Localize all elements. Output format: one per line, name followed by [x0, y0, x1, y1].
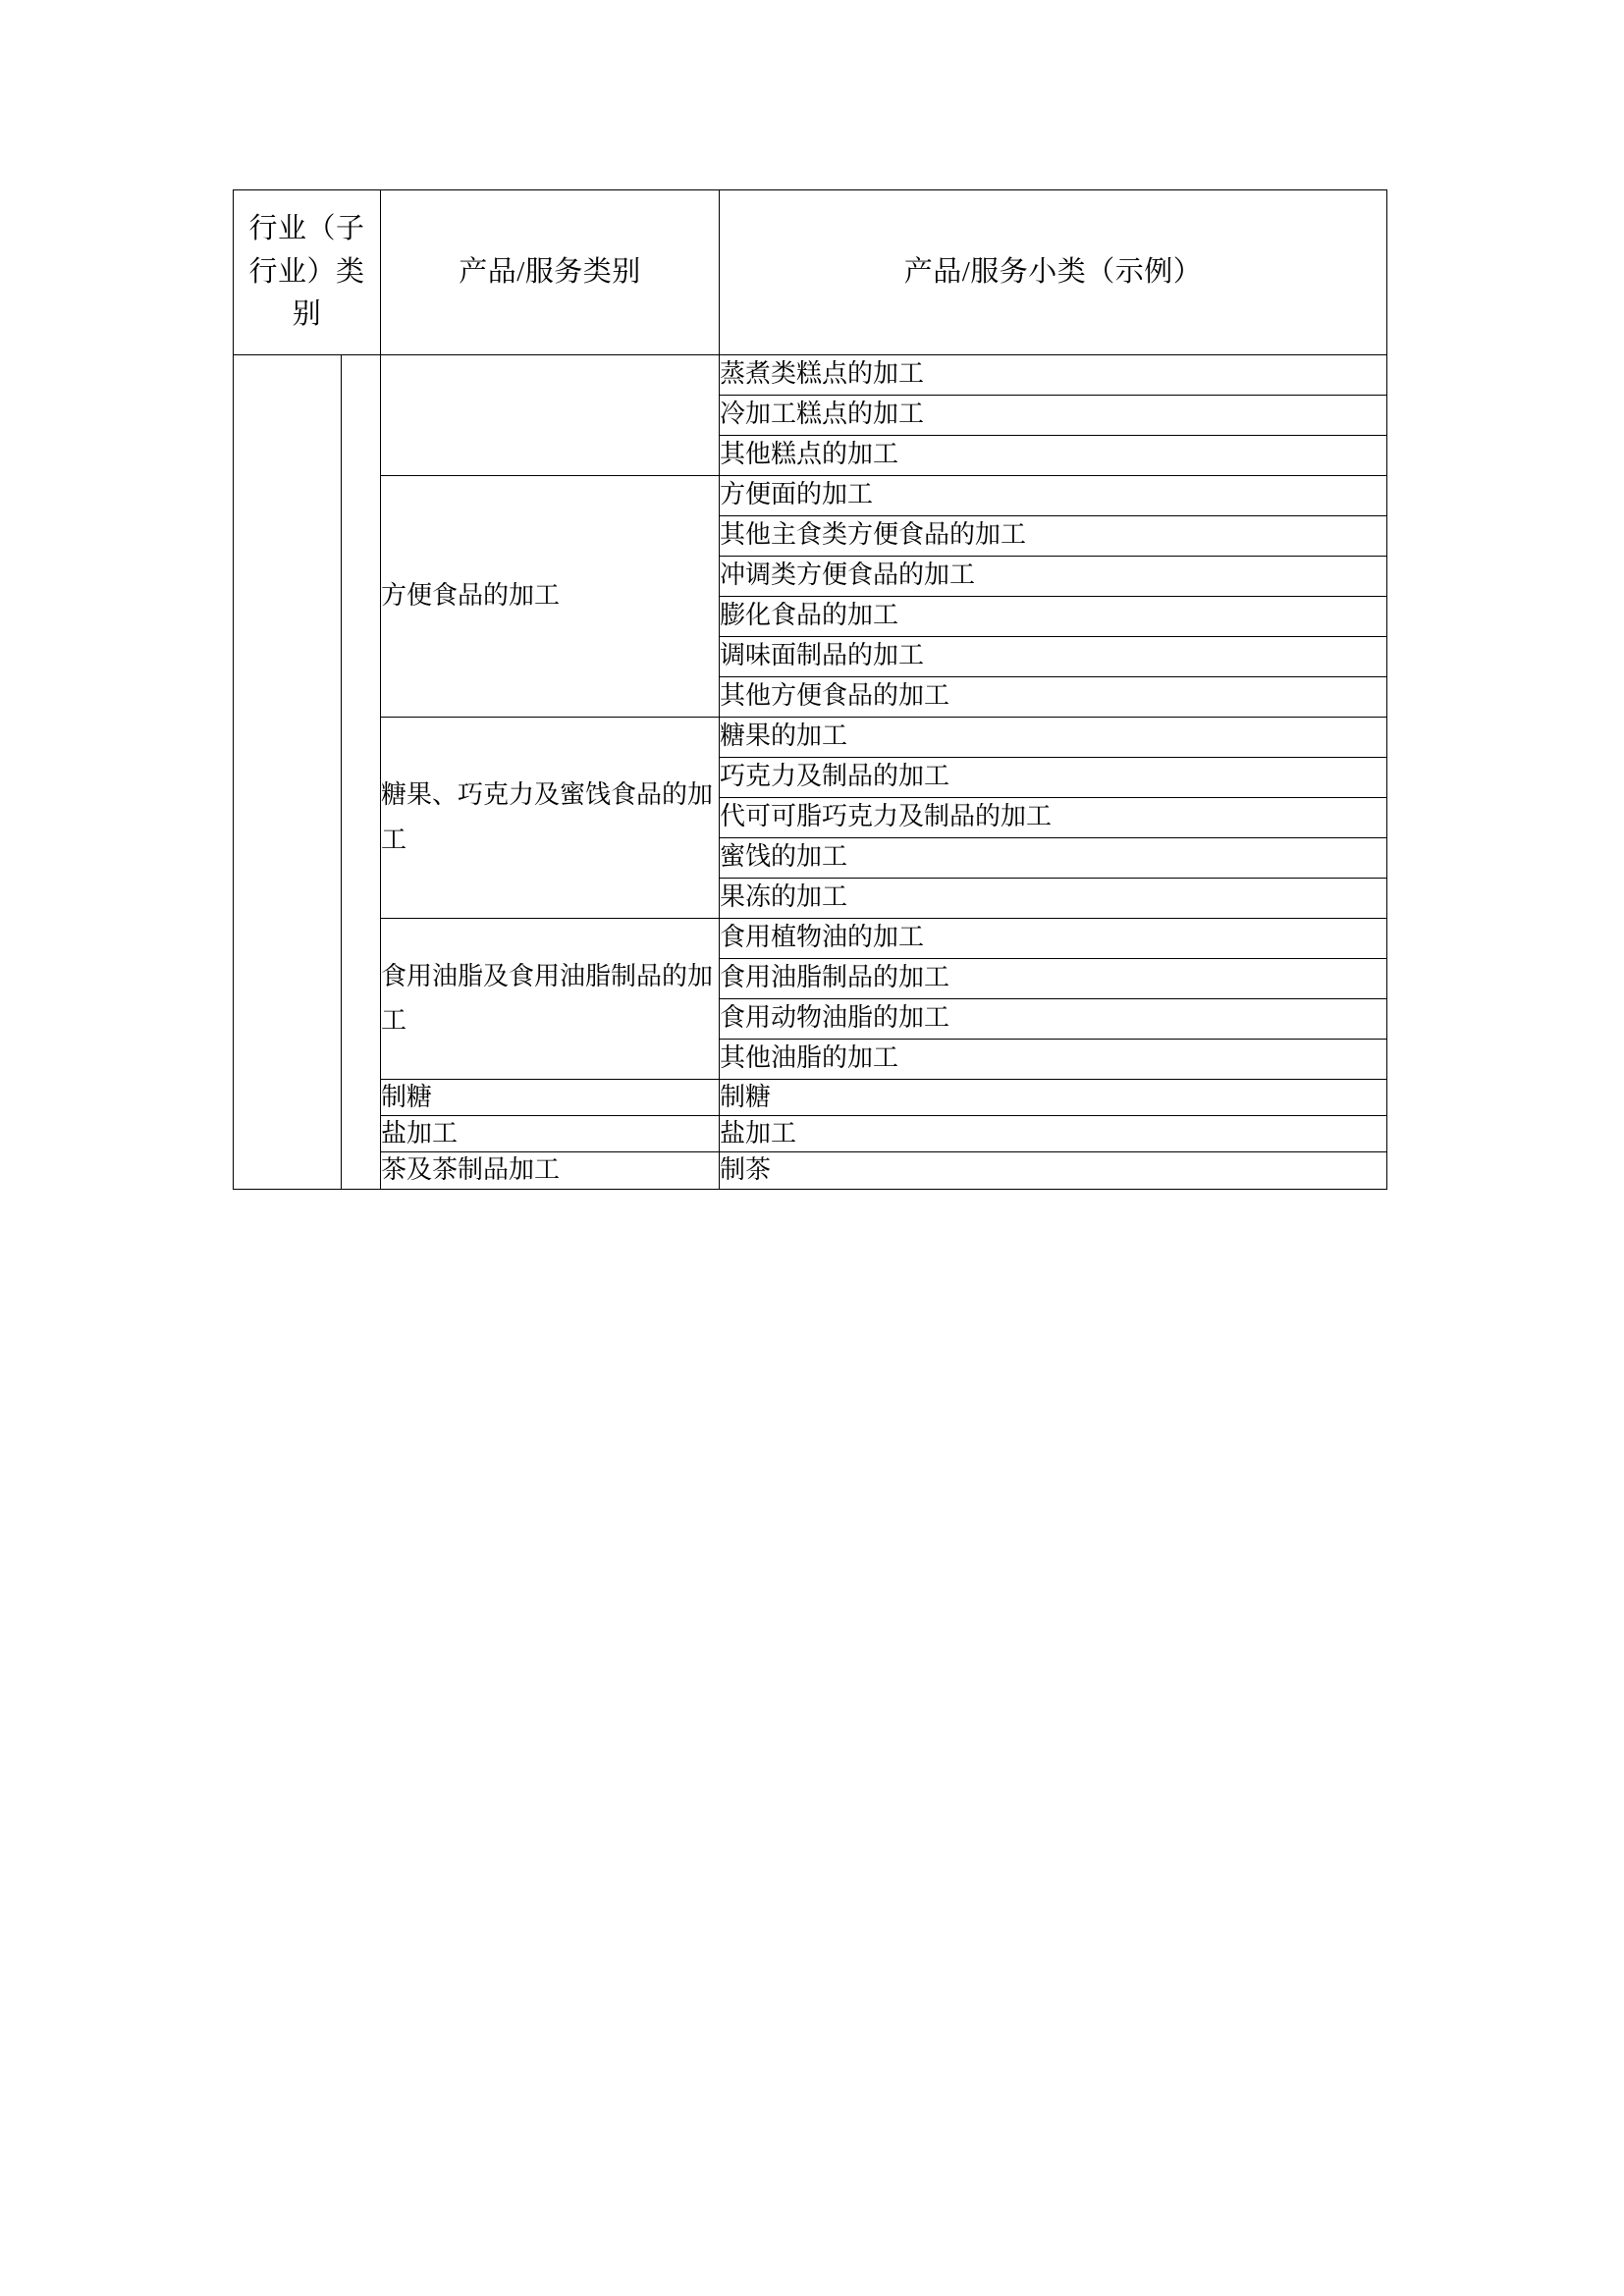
product-subcategory-cell: 其他方便食品的加工 [720, 676, 1387, 717]
product-subcategory-cell: 冲调类方便食品的加工 [720, 556, 1387, 596]
product-subcategory-cell: 盐加工 [720, 1115, 1387, 1151]
table-header-row [234, 190, 1387, 355]
product-subcategory-cell: 蜜饯的加工 [720, 837, 1387, 878]
product-subcategory-cell: 糖果的加工 [720, 717, 1387, 757]
product-subcategory-cell: 冷加工糕点的加工 [720, 395, 1387, 435]
table-row [234, 717, 1387, 757]
product-category-cell: 盐加工 [381, 1115, 720, 1151]
table-row [234, 1079, 1387, 1115]
product-category-cell: 茶及茶制品加工 [381, 1152, 720, 1189]
product-subcategory-cell: 制茶 [720, 1152, 1387, 1189]
product-subcategory-cell: 其他主食类方便食品的加工 [720, 515, 1387, 556]
product-category-cell: 食用油脂及食用油脂制品的加工 [381, 918, 720, 1079]
product-category-cell [381, 354, 720, 475]
column-header-product-category: 产品/服务类别 [381, 190, 720, 355]
product-subcategory-cell: 果冻的加工 [720, 878, 1387, 918]
product-subcategory-cell: 食用植物油的加工 [720, 918, 1387, 958]
table-row [234, 354, 1387, 395]
industry-cell-level1 [234, 354, 342, 1189]
product-subcategory-cell: 代可可脂巧克力及制品的加工 [720, 797, 1387, 837]
product-subcategory-cell: 制糖 [720, 1079, 1387, 1115]
industry-cell-level2 [342, 354, 381, 1189]
product-subcategory-cell: 方便面的加工 [720, 475, 1387, 515]
product-subcategory-cell: 食用动物油脂的加工 [720, 998, 1387, 1039]
product-subcategory-cell: 膨化食品的加工 [720, 596, 1387, 636]
product-subcategory-cell: 食用油脂制品的加工 [720, 958, 1387, 998]
product-category-cell: 糖果、巧克力及蜜饯食品的加工 [381, 717, 720, 918]
product-category-cell: 方便食品的加工 [381, 475, 720, 717]
table-row [234, 475, 1387, 515]
product-subcategory-cell: 调味面制品的加工 [720, 636, 1387, 676]
classification-table [233, 189, 1387, 1190]
product-category-cell: 制糖 [381, 1079, 720, 1115]
table-row [234, 1152, 1387, 1189]
product-subcategory-cell: 其他油脂的加工 [720, 1039, 1387, 1079]
product-subcategory-cell: 巧克力及制品的加工 [720, 757, 1387, 797]
column-header-industry: 行业（子行业）类别 [234, 190, 381, 355]
classification-table-container [233, 189, 1386, 1190]
column-header-product-subcategory: 产品/服务小类（示例） [720, 190, 1387, 355]
product-subcategory-cell: 其他糕点的加工 [720, 435, 1387, 475]
table-row [234, 1115, 1387, 1151]
product-subcategory-cell: 蒸煮类糕点的加工 [720, 354, 1387, 395]
table-row [234, 918, 1387, 958]
